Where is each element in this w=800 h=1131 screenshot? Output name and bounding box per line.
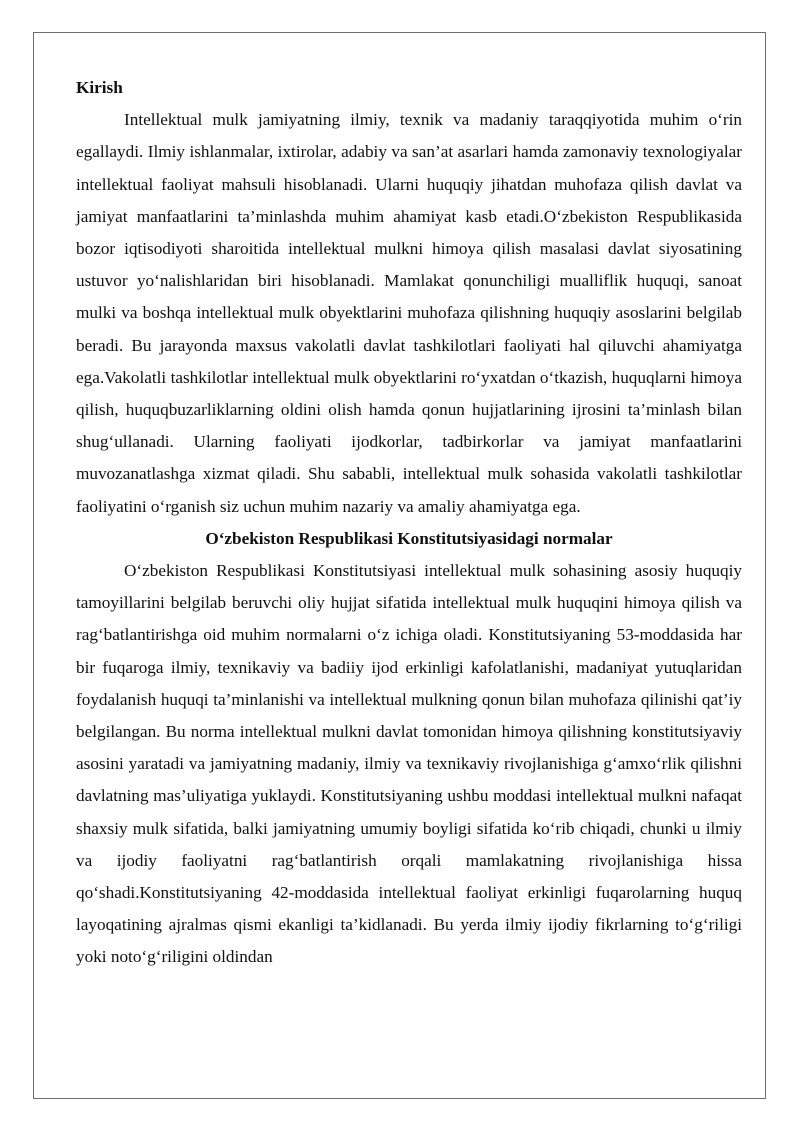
introduction-paragraph: Intellektual mulk jamiyatning ilmiy, texnik va madaniy taraqqiyotida muhim o‘rin egallaydi. Ilmiy ishlanmalar, ixtirolar, adabiy va san’at asarlari hamda zamonaviy texnologiyalar intellektual faoliyat mahsuli hisoblanadi. Ularni huquqiy jihatdan muhofaza qilish davlat va jamiyat manfaatlarini ta’minlashda muhim ahamiyat kasb etadi.O‘zbekiston Respublikasida bozor iqtisodiyoti sharoitida intellektual mulkni himoya qilish masalasi davlat siyosatining ustuvor yo‘nalishlaridan biri hisoblanadi. Mamlakat qonunchiligi mualliflik huquqi, sanoat mulki va boshqa intellektual mulk obyektlarini muhofaza qilishning huquqiy asoslarini belgilab beradi. Bu jarayonda maxsus vakolatli davlat tashkilotlari faoliyati hal qiluvchi ahamiyatga ega.Vakolatli tashkilotlar intellektual mulk obyektlarini ro‘yxatdan o‘tkazish, huquqlarni himoya qilish, huquqbuzarliklarning oldini olish hamda qonun hujjatlarining ijrosini ta’minlash bilan shug‘ullanadi. Ularning faoliyati ijodkorlar, tadbirkorlar va jamiyat manfaatlarini muvozanatlashga xizmat qiladi. Shu sababli, intellektual mulk sohasida vakolatli tashkilotlar faoliyatini o‘rganish siz uchun muhim nazariy va amaliy ahamiyatga ega. [76,110,742,516]
section-heading-constitution-norms: O‘zbekiston Respublikasi Konstitutsiyasidagi normalar [205,528,613,548]
constitution-norms-paragraph: O‘zbekiston Respublikasi Konstitutsiyasi intellektual mulk sohasining asosiy huquqiy tamoyillarini belgilab beruvchi oliy hujjat sifatida intellektual mulk huquqini himoya qilish va rag‘batlantirishga oid muhim normalarni o‘z ichiga oladi. Konstitutsiyaning 53-moddasida har bir fuqaroga ilmiy, texnikaviy va badiiy ijod erkinligi kafolatlanishi, madaniyat yutuqlaridan foydalanish huquqi ta’minlanishi va intellektual mulkning qonun bilan muhofaza qilinishi qat’iy belgilangan. Bu norma intellektual mulkni davlat tomonidan himoya qilishning konstitutsiyaviy asosini yaratadi va jamiyatning madaniy, ilmiy va texnikaviy rivojlanishiga g‘amxo‘rlik qilishni davlatning mas’uliyatiga yuklaydi. Konstitutsiyaning ushbu moddasi intellektual mulkni nafaqat shaxsiy mulk sifatida, balki jamiyatning umumiy boyligi sifatida ko‘rib chiqadi, chunki u ilmiy va ijodiy faoliyatni rag‘batlantirish orqali mamlakatning rivojlanishiga hissa qo‘shadi.Konstitutsiyaning 42-moddasida intellektual faoliyat erkinligi fuqarolarning huquq layoqatining ajralmas qismi ekanligi ta’kidlanadi. Bu yerda ilmiy ijodiy fikrlarning to‘g‘riligi yoki noto‘g‘riligini oldindan [76,561,742,967]
section-heading-introduction: Kirish [76,78,123,97]
document-body [76,72,742,974]
